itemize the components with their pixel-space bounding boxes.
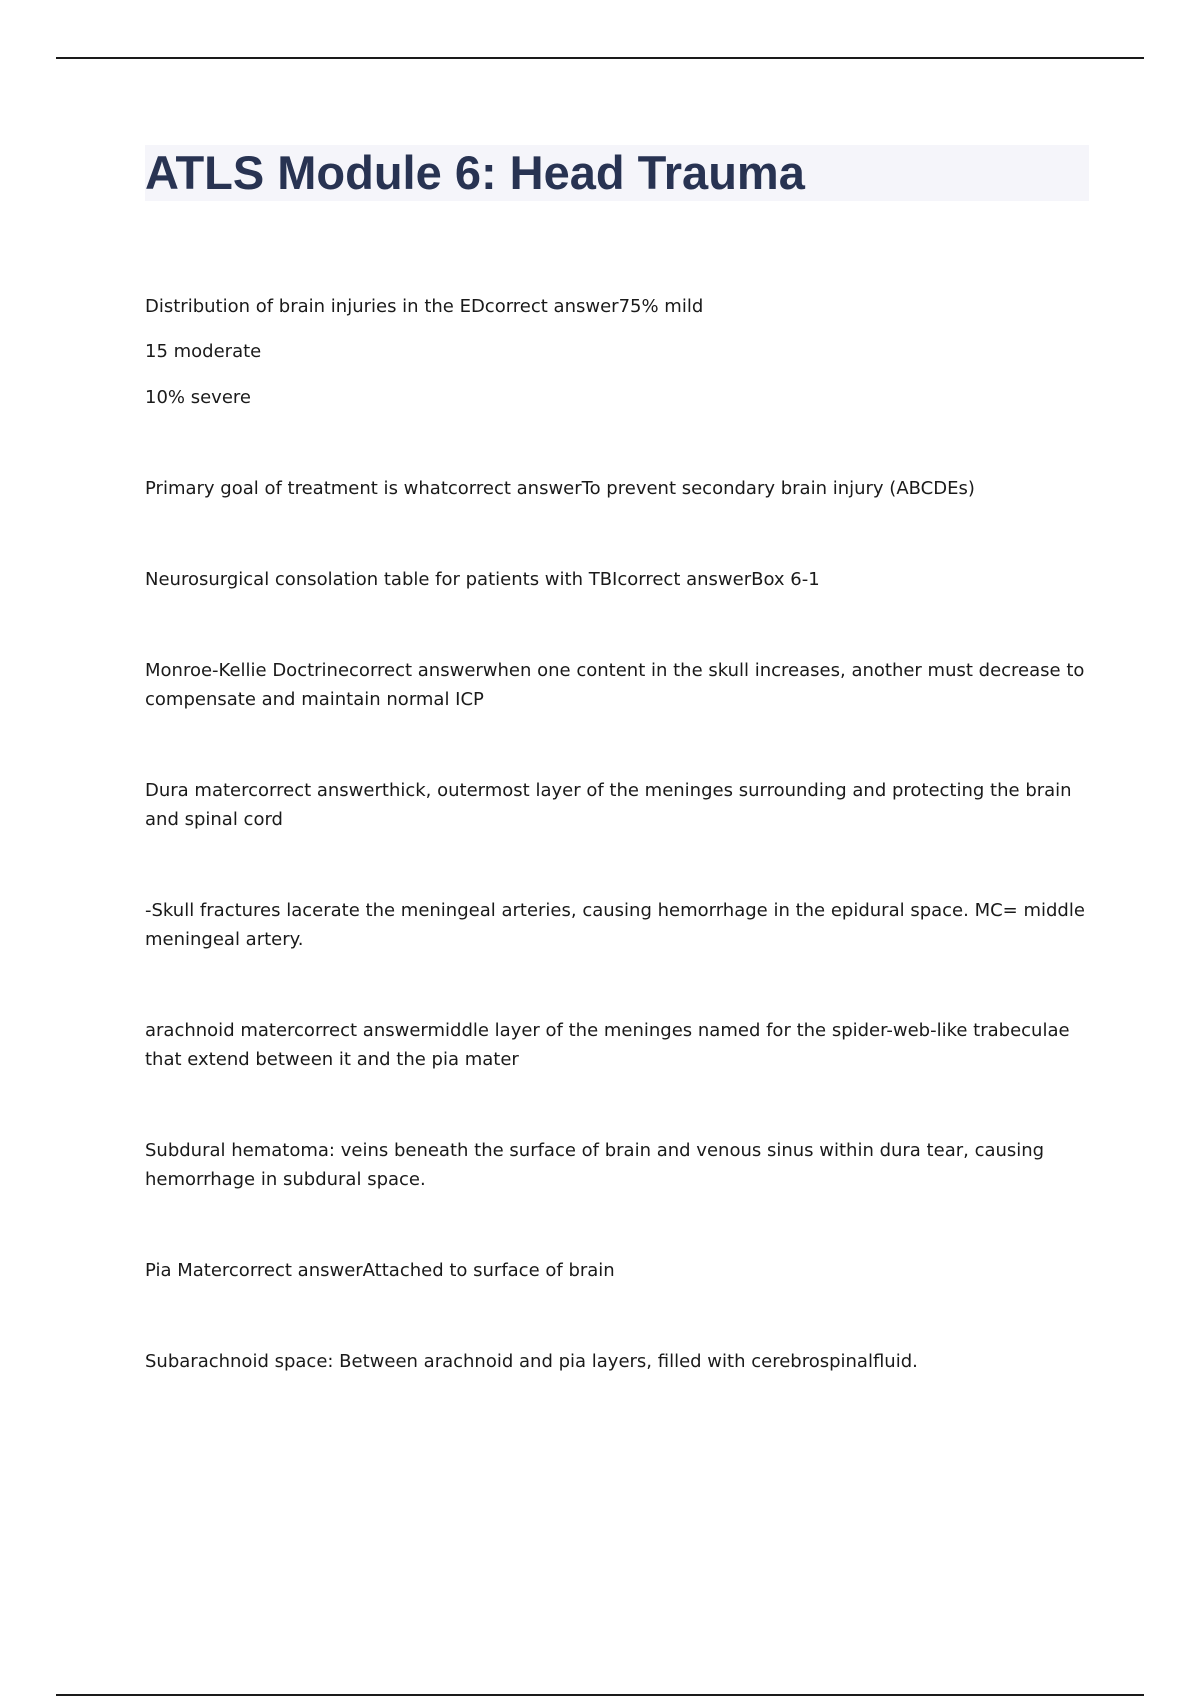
paragraph-subdural-hematoma: Subdural hematoma: veins beneath the surface of brain and venous sinus within dura tear, causing hemorrhage in subdural space. <box>145 1140 1045 1190</box>
paragraph-neurosurgical-table: Neurosurgical consolation table for patients with TBIcorrect answerBox 6-1 <box>145 569 820 590</box>
paragraph-brain-injury-distribution: Distribution of brain injuries in the EDcorrect answer75% mild <box>145 296 704 317</box>
top-divider <box>56 57 1144 59</box>
paragraph-severe: 10% severe <box>145 387 251 408</box>
paragraph-subarachnoid-space: Subarachnoid space: Between arachnoid and pia layers, filled with cerebrospinalfluid. <box>145 1351 918 1372</box>
paragraph-skull-fractures: -Skull fractures lacerate the meningeal arteries, causing hemorrhage in the epidural space. MC= middle meningeal artery. <box>145 900 1085 950</box>
paragraph-primary-goal: Primary goal of treatment is whatcorrect answerTo prevent secondary brain injury (ABCDEs) <box>145 478 975 499</box>
paragraph-arachnoid-mater: arachnoid matercorrect answermiddle layer of the meninges named for the spider-web-like trabeculae that extend between it and the pia mater <box>145 1020 1070 1070</box>
paragraph-pia-mater: Pia Matercorrect answerAttached to surface of brain <box>145 1260 615 1281</box>
paragraph-moderate: 15 moderate <box>145 341 262 362</box>
bottom-divider <box>56 1694 1144 1696</box>
page-title: ATLS Module 6: Head Trauma <box>145 146 805 199</box>
paragraph-dura-mater: Dura matercorrect answerthick, outermost layer of the meninges surrounding and protecting the brain and spinal cord <box>145 780 1072 830</box>
paragraph-monroe-kellie: Monroe-Kellie Doctrinecorrect answerwhen one content in the skull increases, another must decrease to compensate and maintain normal ICP <box>145 660 1085 710</box>
